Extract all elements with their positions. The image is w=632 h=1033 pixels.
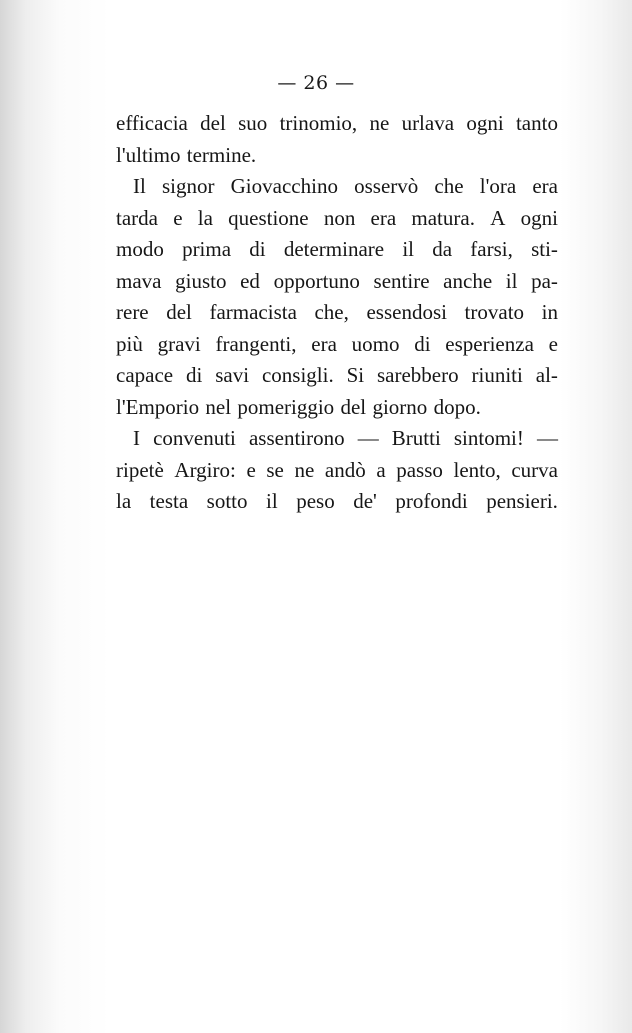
word: al- [535,363,558,387]
word: sentire [373,268,430,293]
word: questione [228,205,309,230]
word: — [357,426,379,450]
word: giorno [372,394,428,419]
word: tarda [116,205,158,230]
word: la [197,205,213,230]
word: Brutti [391,426,441,450]
word: e [548,331,558,356]
word: capace [116,363,174,387]
word: più [116,331,143,356]
word: l'ultimo [116,142,181,167]
word: passo [396,457,443,482]
text-line [116,455,558,487]
word: gravi [157,331,201,356]
word: signor [161,174,215,198]
word: convenuti [153,426,236,450]
word: anche [443,268,493,293]
body-text [116,108,558,518]
word: rere [116,300,149,324]
word: era [311,331,337,356]
word: consigli. [261,363,334,387]
word: del [166,300,192,324]
word: del [340,394,367,419]
word: — [536,426,558,450]
word: curva [511,457,558,482]
word: mava [116,268,162,293]
text-line [116,486,558,518]
word: suo [238,111,268,135]
word: non [323,205,356,230]
text-line [116,329,558,361]
word: a [376,457,386,482]
word: di [186,363,203,387]
word: sarebbero [377,363,459,387]
word: sintomi! [453,426,524,450]
word: andò [324,457,366,482]
word: del [200,111,226,135]
word: era [532,174,558,198]
word: pa- [531,268,558,293]
word: di [414,331,431,356]
text-line [116,423,558,455]
word: giusto [175,268,227,293]
word: determinare [283,237,385,261]
word: farmacista [209,300,297,324]
word: ripetè [116,457,164,482]
page-number: — 26 — [277,72,355,94]
word: e [173,205,183,230]
word: che, [314,300,349,324]
word: urlava [401,111,455,135]
word: prima [182,237,232,261]
word: termine. [186,142,257,167]
word: che [434,174,464,198]
word: tanto [515,111,558,135]
word: da [432,237,453,261]
word: nel [205,394,232,419]
word: savi [215,363,250,387]
word: A [490,205,506,230]
word: testa [149,489,189,513]
word: trovato [464,300,525,324]
word: pomeriggio [237,394,335,419]
word: frangenti, [215,331,297,356]
word: essendosi [366,300,447,324]
word: dopo. [433,394,481,419]
word: il [266,489,278,513]
word: e [246,457,256,482]
text-line [116,297,558,329]
word: uomo [351,331,400,356]
text-line [116,203,558,235]
word: Il [133,174,146,198]
text-line [116,360,558,392]
word: sotto [206,489,248,513]
word: de' [353,489,377,513]
word: trinomio, [279,111,358,135]
word: riuniti [471,363,523,387]
word: Argiro: [174,457,236,482]
word: il [505,268,518,293]
word: Giovacchino [230,174,338,198]
word: pensieri. [486,489,558,513]
word: l'Emporio [116,394,200,419]
text-line [116,392,558,424]
word: ogni [520,205,558,230]
word: la [116,489,132,513]
word: Si [346,363,365,387]
word: era [370,205,397,230]
word: in [541,300,558,324]
text-line [116,171,558,203]
word: ogni [466,111,504,135]
word: assentirono [248,426,345,450]
text-line [116,140,558,172]
word: modo [116,237,164,261]
word: matura. [411,205,475,230]
word: il [402,237,414,261]
word: sti- [531,237,558,261]
word: peso [296,489,335,513]
word: farsi, [470,237,513,261]
word: profondi [395,489,468,513]
word: efficacia [116,111,188,135]
word: esperienza [445,331,534,356]
word: I [133,426,140,450]
word: ne [369,111,390,135]
word: osservò [354,174,419,198]
word: se [266,457,284,482]
word: di [249,237,266,261]
text-line [116,234,558,266]
text-line [116,108,558,140]
word: opportuno [273,268,360,293]
word: lento, [453,457,501,482]
word: l'ora [479,174,517,198]
word: ne [294,457,315,482]
text-line [116,266,558,298]
word: ed [240,268,260,293]
